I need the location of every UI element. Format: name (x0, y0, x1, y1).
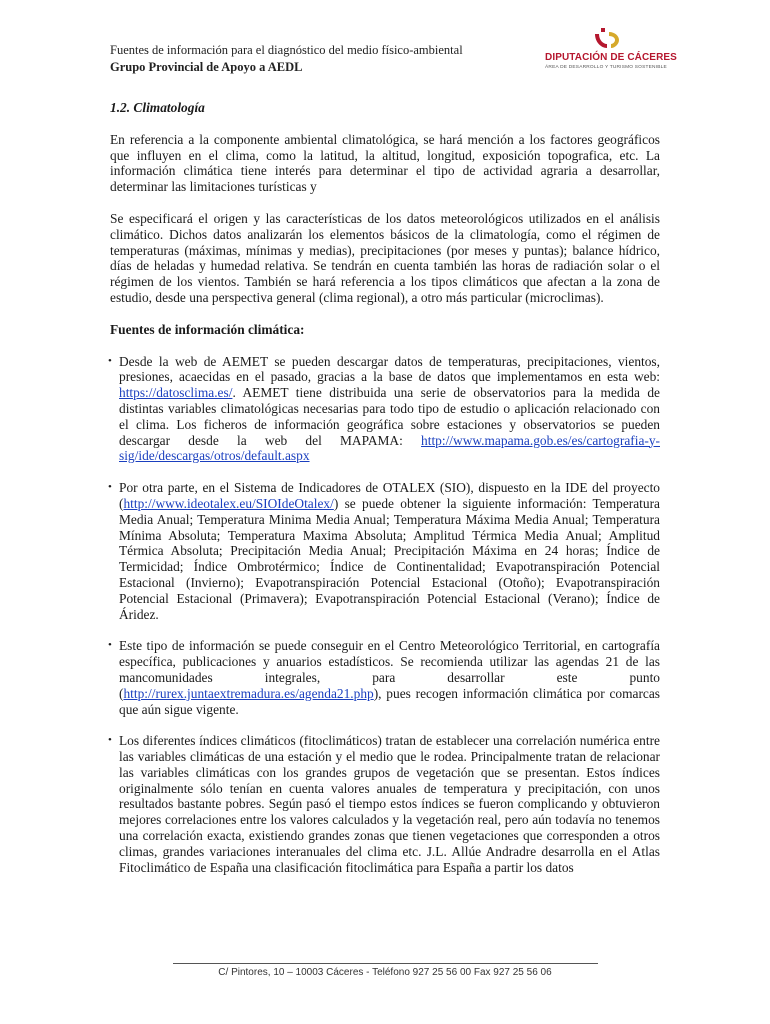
subheading-sources: Fuentes de información climática: (110, 321, 305, 337)
bullet-text: ), pues recogen información climática por comarcas que aún sigue vigente. (119, 685, 660, 717)
diputacion-logo (545, 26, 685, 78)
logo-subtitle: ÁREA DE DESARROLLO Y TURISMO SOSTENIBLE (545, 65, 667, 70)
page-header (110, 42, 540, 76)
paragraph-data-origin: Se especificará el origen y las características de los datos meteorológicos utilizados en el análisis climático. Dichos datos analizarán los elementos básicos de la climatología, como el régimen de temperaturas (máximas, mínimas y medias), precipitaciones (por meses y puntas); balance hídrico, días de heladas y humedad relativa. Se tendrán en cuenta también las horas de radiación solar o el régimen de los vientos. También se hará referencia a los tipos climáticos que afectan a la zona de estudio, desde una perspectiva general (clima regional), a otro más particular (microclimas). (110, 210, 660, 305)
logo-title: DIPUTACIÓN DE CÁCERES (545, 52, 677, 63)
ideotalex-link[interactable]: http://www.ideotalex.eu/SIOIdeOtalex/ (123, 495, 334, 511)
bullet-text: Los diferentes índices climáticos (fitoclimáticos) tratan de establecer una correlación numérica entre las variables climáticas de una estación y el medio que le rodea. Principalmente tratan de relacionar las variables climáticas con los grandes grupos de vegetación que se presentan. Estos índices originalmente sólo tenían en cuenta valores anuales de temperatura y precipitación, con unos resultados bastante pobres. Según pasó el tiempo estos índices se fueron complicando y obtuvieron mejores correlaciones entre los valores calculados y la vegetación real, pero aún todavía no tenemos una correlación exacta, existiendo grandes zonas que tienen vegetaciones que corresponden a otros climas, grandes variaciones interanuales del clima etc. J.L. Allúe Andradre desarrolla en el Atlas Fitoclimático de España una clasificación fitoclimática para España a partir los datos (119, 733, 660, 875)
bullet-text: . AEMET tiene distribuida una serie de observatorios para la medida de distintas variables climatológicas necesarias para todo tipo de estudio o aplicación relacionado con el clima. Los ficheros de información geográfica sobre estaciones y observatorios se pueden descargar desde la web del MAPAMA: (119, 385, 660, 448)
bullet-text: ) se puede obtener la siguiente información: Temperatura Media Anual; Temperatura Minima Media Anual; Temperatura Máxima Media Anual; Temperatura Mínima Absoluta; Temperatura Maxima Absoluta; Amplitud Térmica Media Anual; Amplitud Térmica Absoluta; Precipitación Media Anual; Precipitación Máxima en 24 horas; Índice de Termicidad; Índice Ombrotérmico; Índice de Continentalidad; Evapotranspiración Potencial Estacional (Invierno); Evapotranspiración Potencial Estacional (Otoño); Evapotranspiración Potencial Estacional (Primavera); Evapotranspiración Potencial Estacional (Verano); Índice de Áridez. (119, 495, 660, 622)
header-subtitle: Grupo Provincial de Apoyo a AEDL (110, 60, 303, 74)
document-body (110, 100, 660, 891)
section-title: 1.2. Climatología (110, 100, 205, 115)
bullet-icon: • (108, 734, 112, 747)
bullet-icon: • (108, 481, 112, 494)
mapama-link[interactable]: http://www.mapama.gob.es/es/cartografia-y-sig/ide/descargas/otros/default.aspx (119, 432, 660, 464)
bullet-text: Por otra parte, en el Sistema de Indicadores de OTALEX (SIO), dispuesto en la IDE del proyecto ( (119, 480, 660, 511)
diputacion-emblem-icon (589, 26, 625, 50)
rurex-agenda21-link[interactable]: http://rurex.juntaextremadura.es/agenda21.php (123, 685, 374, 701)
page-footer: C/ Pintores, 10 – 10003 Cáceres - Teléfono 927 25 56 00 Fax 927 25 56 06 (218, 967, 552, 978)
list-item (110, 354, 660, 465)
datosclima-link[interactable]: https://datosclima.es/ (119, 385, 233, 401)
bullet-icon: • (108, 639, 112, 652)
bullet-text: Este tipo de información se puede conseguir en el Centro Meteorológico Territorial, en cartografía específica, publicaciones y anuarios estadísticos. Se recomienda utilizar las agendas 21 de las mancomunidades integrales, para desarrollar este punto ( (119, 638, 660, 701)
paragraph-intro: En referencia a la componente ambiental climatológica, se hará mención a los factores geográficos que influyen en el clima, como la latitud, la altitud, longitud, exposición topografica, etc. La información climática tiene interés para determinar el tipo de actividad agraria a desarrollar, determinar las limitaciones turísticas y (110, 131, 660, 195)
list-item (110, 638, 660, 717)
list-item (110, 480, 660, 622)
bullet-text: Desde la web de AEMET se pueden descargar datos de temperaturas, precipitaciones, vientos, presiones, acaecidas en el pasado, gracias a la base de datos que implementamos en esta web: (119, 353, 660, 385)
header-title: Fuentes de información para el diagnóstico del medio físico-ambiental (110, 43, 463, 57)
footer-divider (173, 963, 598, 964)
bullet-icon: • (108, 354, 112, 367)
list-item (110, 733, 660, 875)
